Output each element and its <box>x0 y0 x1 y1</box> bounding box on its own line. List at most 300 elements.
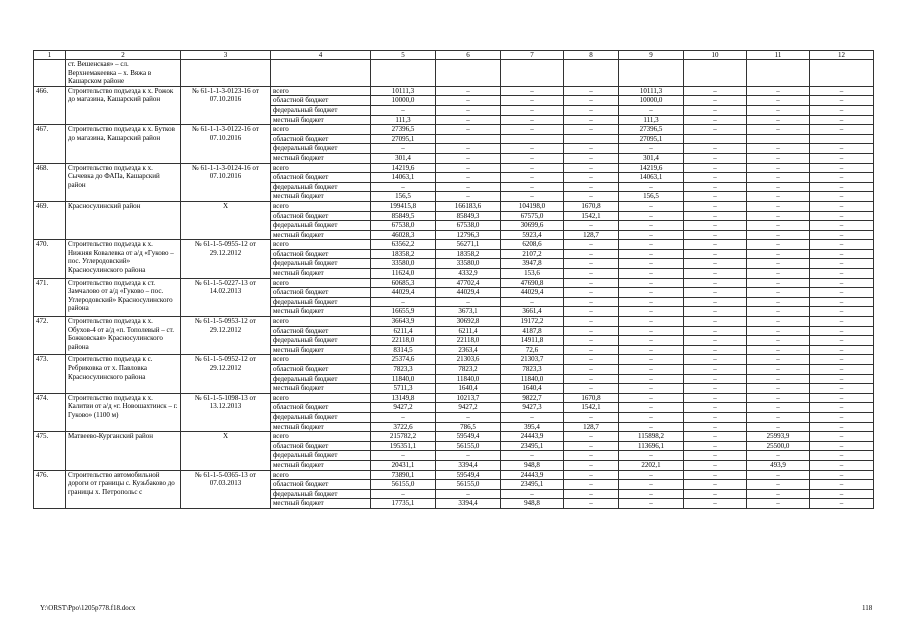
amount-cell: – <box>684 288 747 298</box>
funding-source: местный бюджет <box>271 307 371 317</box>
funding-source: местный бюджет <box>271 192 371 202</box>
amount-cell: – <box>684 211 747 221</box>
amount-cell <box>747 134 810 144</box>
amount-cell: 14219,6 <box>619 163 684 173</box>
amount-cell: – <box>810 307 874 317</box>
amount-cell: 27095,1 <box>371 134 436 144</box>
amount-cell: – <box>619 230 684 240</box>
amount-cell: – <box>564 182 619 192</box>
amount-cell: – <box>436 451 501 461</box>
amount-cell: 115898,2 <box>619 432 684 442</box>
amount-cell: 786,5 <box>436 422 501 432</box>
amount-cell: – <box>619 489 684 499</box>
amount-cell: – <box>810 125 874 135</box>
document-number: № 61-1-1-3-0124-16 от 07.10.2016 <box>181 163 271 201</box>
column-header-2: 2 <box>66 51 181 60</box>
object-name: Строительство подъезда к х. Калитви от а/д «г. Новошахтинск – г. Гуково» (1100 м) <box>66 393 181 431</box>
amount-cell: – <box>747 221 810 231</box>
column-header-6: 6 <box>436 51 501 60</box>
amount-cell: – <box>747 355 810 365</box>
amount-cell: 72,6 <box>501 345 564 355</box>
amount-cell: 56155,0 <box>371 480 436 490</box>
amount-cell: 27396,5 <box>619 125 684 135</box>
amount-cell: – <box>684 297 747 307</box>
amount-cell: – <box>810 412 874 422</box>
amount-cell: – <box>371 489 436 499</box>
funding-source: федеральный бюджет <box>271 144 371 154</box>
amount-cell: 11624,0 <box>371 269 436 279</box>
amount-cell: 5711,3 <box>371 384 436 394</box>
amount-cell: 199415,8 <box>371 201 436 211</box>
funding-source: местный бюджет <box>271 153 371 163</box>
amount-cell: – <box>684 393 747 403</box>
amount-cell: 948,8 <box>501 499 564 509</box>
amount-cell: – <box>810 460 874 470</box>
amount-cell: – <box>619 288 684 298</box>
amount-cell: – <box>371 182 436 192</box>
amount-cell: – <box>747 384 810 394</box>
amount-cell: – <box>501 182 564 192</box>
column-header-12: 12 <box>810 51 874 60</box>
column-header-1: 1 <box>34 51 66 60</box>
funding-source: местный бюджет <box>271 384 371 394</box>
amount-cell: – <box>501 163 564 173</box>
funding-source: областной бюджет <box>271 288 371 298</box>
amount-cell: 1640,4 <box>501 384 564 394</box>
amount-cell: – <box>619 345 684 355</box>
amount-cell: – <box>684 221 747 231</box>
amount-cell: – <box>564 86 619 96</box>
amount-cell: 10111,3 <box>371 86 436 96</box>
funding-source: местный бюджет <box>271 460 371 470</box>
amount-cell: 14219,6 <box>371 163 436 173</box>
amount-cell: – <box>619 355 684 365</box>
amount-cell: 4187,8 <box>501 326 564 336</box>
amount-cell: 10000,0 <box>619 96 684 106</box>
row-number: 473. <box>34 355 66 393</box>
amount-cell: – <box>564 278 619 288</box>
amount-cell: – <box>684 105 747 115</box>
amount-cell: – <box>810 297 874 307</box>
amount-cell: – <box>619 384 684 394</box>
amount-cell: – <box>436 125 501 135</box>
amount-cell: – <box>810 192 874 202</box>
row-number: 468. <box>34 163 66 201</box>
row-number: 472. <box>34 317 66 355</box>
amount-cell: – <box>810 105 874 115</box>
funding-source: местный бюджет <box>271 269 371 279</box>
amount-cell <box>436 60 501 87</box>
amount-cell: – <box>747 125 810 135</box>
amount-cell <box>619 60 684 87</box>
amount-cell: – <box>747 374 810 384</box>
amount-cell: 6211,4 <box>436 326 501 336</box>
amount-cell: – <box>619 105 684 115</box>
funding-source: областной бюджет <box>271 326 371 336</box>
amount-cell: – <box>564 470 619 480</box>
amount-cell: – <box>501 489 564 499</box>
amount-cell: 2363,4 <box>436 345 501 355</box>
amount-cell: 27095,1 <box>619 134 684 144</box>
amount-cell: – <box>564 249 619 259</box>
amount-cell: – <box>810 115 874 125</box>
amount-cell: 21303,6 <box>436 355 501 365</box>
amount-cell: – <box>810 470 874 480</box>
amount-cell: – <box>747 317 810 327</box>
document-number: № 61-1-5-1098-13 от 13.12.2013 <box>181 393 271 431</box>
funding-source: федеральный бюджет <box>271 451 371 461</box>
amount-cell: 493,9 <box>747 460 810 470</box>
amount-cell: 33580,0 <box>371 259 436 269</box>
amount-cell: 17735,1 <box>371 499 436 509</box>
amount-cell: 1640,4 <box>436 384 501 394</box>
amount-cell: – <box>810 86 874 96</box>
funding-source: областной бюджет <box>271 211 371 221</box>
amount-cell: – <box>810 269 874 279</box>
amount-cell: – <box>810 182 874 192</box>
amount-cell: – <box>619 336 684 346</box>
amount-cell: 8314,5 <box>371 345 436 355</box>
amount-cell: – <box>619 317 684 327</box>
amount-cell <box>564 134 619 144</box>
amount-cell: – <box>619 403 684 413</box>
amount-cell: 30699,6 <box>501 221 564 231</box>
table-row <box>34 393 874 403</box>
funding-source: местный бюджет <box>271 499 371 509</box>
amount-cell: – <box>810 489 874 499</box>
amount-cell: – <box>684 470 747 480</box>
amount-cell: 59549,4 <box>436 432 501 442</box>
amount-cell: 166183,6 <box>436 201 501 211</box>
amount-cell <box>436 134 501 144</box>
row-number: 474. <box>34 393 66 431</box>
amount-cell: 85849,3 <box>436 211 501 221</box>
amount-cell: – <box>810 422 874 432</box>
amount-cell: 73890,1 <box>371 470 436 480</box>
amount-cell: 33580,0 <box>436 259 501 269</box>
amount-cell: – <box>564 489 619 499</box>
amount-cell: – <box>619 412 684 422</box>
amount-cell: – <box>747 115 810 125</box>
amount-cell: – <box>564 221 619 231</box>
amount-cell: 6208,6 <box>501 240 564 250</box>
amount-cell: 1542,1 <box>564 403 619 413</box>
funding-source: местный бюджет <box>271 345 371 355</box>
amount-cell: 4332,9 <box>436 269 501 279</box>
amount-cell: – <box>501 297 564 307</box>
amount-cell: – <box>747 182 810 192</box>
object-name: Красносулинский район <box>66 201 181 239</box>
amount-cell: 23495,1 <box>501 480 564 490</box>
amount-cell: – <box>564 192 619 202</box>
document-number: X <box>181 432 271 470</box>
amount-cell: – <box>371 451 436 461</box>
document-number <box>181 60 271 87</box>
column-header-4: 4 <box>271 51 371 60</box>
amount-cell: – <box>684 240 747 250</box>
amount-cell: – <box>684 201 747 211</box>
amount-cell: 25500,0 <box>747 441 810 451</box>
amount-cell: – <box>564 412 619 422</box>
amount-cell: 2202,1 <box>619 460 684 470</box>
amount-cell: – <box>564 144 619 154</box>
row-number <box>34 60 66 87</box>
amount-cell: – <box>747 105 810 115</box>
amount-cell: – <box>619 374 684 384</box>
amount-cell: – <box>747 297 810 307</box>
amount-cell: – <box>684 336 747 346</box>
amount-cell: 11840,0 <box>501 374 564 384</box>
amount-cell: – <box>684 192 747 202</box>
amount-cell: 128,7 <box>564 230 619 240</box>
funding-source <box>271 60 371 87</box>
funding-source: всего <box>271 163 371 173</box>
amount-cell: – <box>501 125 564 135</box>
amount-cell: – <box>564 288 619 298</box>
amount-cell: – <box>619 297 684 307</box>
amount-cell: 153,6 <box>501 269 564 279</box>
document-number: X <box>181 201 271 239</box>
amount-cell: – <box>684 317 747 327</box>
amount-cell: 156,5 <box>619 192 684 202</box>
amount-cell: – <box>810 374 874 384</box>
amount-cell: 60685,3 <box>371 278 436 288</box>
amount-cell: 9427,3 <box>501 403 564 413</box>
amount-cell: – <box>564 297 619 307</box>
amount-cell: – <box>747 163 810 173</box>
amount-cell: – <box>564 365 619 375</box>
funding-source: всего <box>271 317 371 327</box>
amount-cell: – <box>810 278 874 288</box>
amount-cell: – <box>684 182 747 192</box>
amount-cell: – <box>501 153 564 163</box>
amount-cell: – <box>436 412 501 422</box>
amount-cell: – <box>684 259 747 269</box>
amount-cell <box>684 60 747 87</box>
amount-cell <box>371 60 436 87</box>
amount-cell: – <box>564 153 619 163</box>
amount-cell: – <box>810 173 874 183</box>
funding-source: местный бюджет <box>271 230 371 240</box>
amount-cell: – <box>564 480 619 490</box>
amount-cell: – <box>619 211 684 221</box>
amount-cell: – <box>747 230 810 240</box>
funding-source: федеральный бюджет <box>271 105 371 115</box>
table-row <box>34 86 874 96</box>
header-row <box>34 51 874 60</box>
amount-cell: – <box>810 288 874 298</box>
amount-cell: – <box>810 403 874 413</box>
column-header-9: 9 <box>619 51 684 60</box>
row-number: 467. <box>34 125 66 163</box>
amount-cell: – <box>810 345 874 355</box>
amount-cell: – <box>684 499 747 509</box>
funding-source: всего <box>271 86 371 96</box>
amount-cell: 22118,0 <box>371 336 436 346</box>
amount-cell: 3661,4 <box>501 307 564 317</box>
amount-cell: 9427,2 <box>371 403 436 413</box>
amount-cell: 10000,0 <box>371 96 436 106</box>
amount-cell: – <box>684 163 747 173</box>
funding-source: областной бюджет <box>271 480 371 490</box>
amount-cell: – <box>436 173 501 183</box>
amount-cell: – <box>564 105 619 115</box>
amount-cell: – <box>564 163 619 173</box>
amount-cell: – <box>747 173 810 183</box>
amount-cell: 44029,4 <box>371 288 436 298</box>
amount-cell: 14911,8 <box>501 336 564 346</box>
amount-cell: 5923,4 <box>501 230 564 240</box>
amount-cell: – <box>501 451 564 461</box>
amount-cell: – <box>684 86 747 96</box>
row-number: 475. <box>34 432 66 470</box>
amount-cell <box>810 60 874 87</box>
amount-cell: – <box>684 422 747 432</box>
amount-cell: – <box>810 480 874 490</box>
amount-cell: – <box>684 144 747 154</box>
table-row <box>34 470 874 480</box>
amount-cell: – <box>564 326 619 336</box>
amount-cell: – <box>436 182 501 192</box>
amount-cell: – <box>684 278 747 288</box>
amount-cell: 27396,5 <box>371 125 436 135</box>
row-number: 476. <box>34 470 66 508</box>
amount-cell: – <box>747 326 810 336</box>
funding-source: федеральный бюджет <box>271 259 371 269</box>
amount-cell: 215782,2 <box>371 432 436 442</box>
row-number: 470. <box>34 240 66 278</box>
column-header-7: 7 <box>501 51 564 60</box>
amount-cell: – <box>684 365 747 375</box>
amount-cell: 1670,8 <box>564 201 619 211</box>
amount-cell: 301,4 <box>371 153 436 163</box>
amount-cell: 3947,8 <box>501 259 564 269</box>
amount-cell: 23495,1 <box>501 441 564 451</box>
funding-source: федеральный бюджет <box>271 182 371 192</box>
amount-cell: 47690,8 <box>501 278 564 288</box>
table-row <box>34 317 874 327</box>
funding-source: местный бюджет <box>271 115 371 125</box>
table-row <box>34 278 874 288</box>
amount-cell: – <box>747 144 810 154</box>
amount-cell: – <box>564 240 619 250</box>
table-row <box>34 163 874 173</box>
amount-cell: – <box>684 96 747 106</box>
amount-cell: – <box>436 192 501 202</box>
amount-cell <box>810 134 874 144</box>
amount-cell: – <box>684 384 747 394</box>
object-name: Строительство подъезда к х. Рожок до магазина, Кашарский район <box>66 86 181 124</box>
amount-cell: – <box>371 297 436 307</box>
amount-cell: – <box>810 355 874 365</box>
amount-cell: – <box>810 393 874 403</box>
funding-source: федеральный бюджет <box>271 412 371 422</box>
funding-source: областной бюджет <box>271 249 371 259</box>
budget-table <box>33 50 874 509</box>
funding-source: областной бюджет <box>271 365 371 375</box>
amount-cell: – <box>619 451 684 461</box>
amount-cell: 9822,7 <box>501 393 564 403</box>
amount-cell: – <box>747 365 810 375</box>
amount-cell: – <box>747 288 810 298</box>
amount-cell: – <box>747 489 810 499</box>
amount-cell: 20431,1 <box>371 460 436 470</box>
row-number: 471. <box>34 278 66 316</box>
amount-cell: – <box>747 393 810 403</box>
amount-cell: – <box>564 96 619 106</box>
amount-cell: 3394,4 <box>436 460 501 470</box>
amount-cell: 11840,0 <box>436 374 501 384</box>
funding-source: всего <box>271 393 371 403</box>
amount-cell: – <box>684 451 747 461</box>
amount-cell: – <box>619 182 684 192</box>
amount-cell: – <box>684 412 747 422</box>
amount-cell: – <box>564 125 619 135</box>
amount-cell: – <box>371 144 436 154</box>
amount-cell: – <box>436 489 501 499</box>
amount-cell: 111,3 <box>371 115 436 125</box>
amount-cell: – <box>684 326 747 336</box>
amount-cell: – <box>747 249 810 259</box>
amount-cell: – <box>619 259 684 269</box>
amount-cell: 46028,3 <box>371 230 436 240</box>
amount-cell: 25993,9 <box>747 432 810 442</box>
amount-cell: 301,4 <box>619 153 684 163</box>
amount-cell: 2107,2 <box>501 249 564 259</box>
amount-cell: 67538,0 <box>371 221 436 231</box>
amount-cell: 7823,3 <box>501 365 564 375</box>
funding-source: федеральный бюджет <box>271 336 371 346</box>
funding-source: местный бюджет <box>271 422 371 432</box>
amount-cell: – <box>564 355 619 365</box>
amount-cell: 156,5 <box>371 192 436 202</box>
amount-cell: – <box>684 115 747 125</box>
amount-cell: – <box>564 336 619 346</box>
amount-cell: – <box>619 221 684 231</box>
amount-cell: – <box>501 96 564 106</box>
amount-cell: – <box>810 201 874 211</box>
amount-cell: – <box>684 355 747 365</box>
amount-cell: – <box>619 393 684 403</box>
amount-cell: 18358,2 <box>371 249 436 259</box>
amount-cell: 7823,2 <box>436 365 501 375</box>
amount-cell: 195351,1 <box>371 441 436 451</box>
amount-cell: – <box>371 412 436 422</box>
amount-cell: – <box>810 153 874 163</box>
amount-cell: – <box>747 499 810 509</box>
object-name: ст. Вешенская» – сл. Верхнемакеевка – х. Вяжа в Кашарском районе <box>66 60 181 87</box>
amount-cell: – <box>747 211 810 221</box>
amount-cell: – <box>810 144 874 154</box>
amount-cell: 948,8 <box>501 460 564 470</box>
funding-source: всего <box>271 201 371 211</box>
amount-cell: – <box>747 269 810 279</box>
column-header-11: 11 <box>747 51 810 60</box>
amount-cell: 21303,7 <box>501 355 564 365</box>
amount-cell: 44029,4 <box>501 288 564 298</box>
amount-cell: 14063,1 <box>371 173 436 183</box>
amount-cell: 36643,9 <box>371 317 436 327</box>
amount-cell: – <box>619 144 684 154</box>
amount-cell <box>501 60 564 87</box>
amount-cell <box>501 134 564 144</box>
amount-cell: 3394,4 <box>436 499 501 509</box>
amount-cell: – <box>619 240 684 250</box>
amount-cell: – <box>436 144 501 154</box>
amount-cell: – <box>501 173 564 183</box>
amount-cell <box>684 134 747 144</box>
amount-cell: – <box>436 105 501 115</box>
